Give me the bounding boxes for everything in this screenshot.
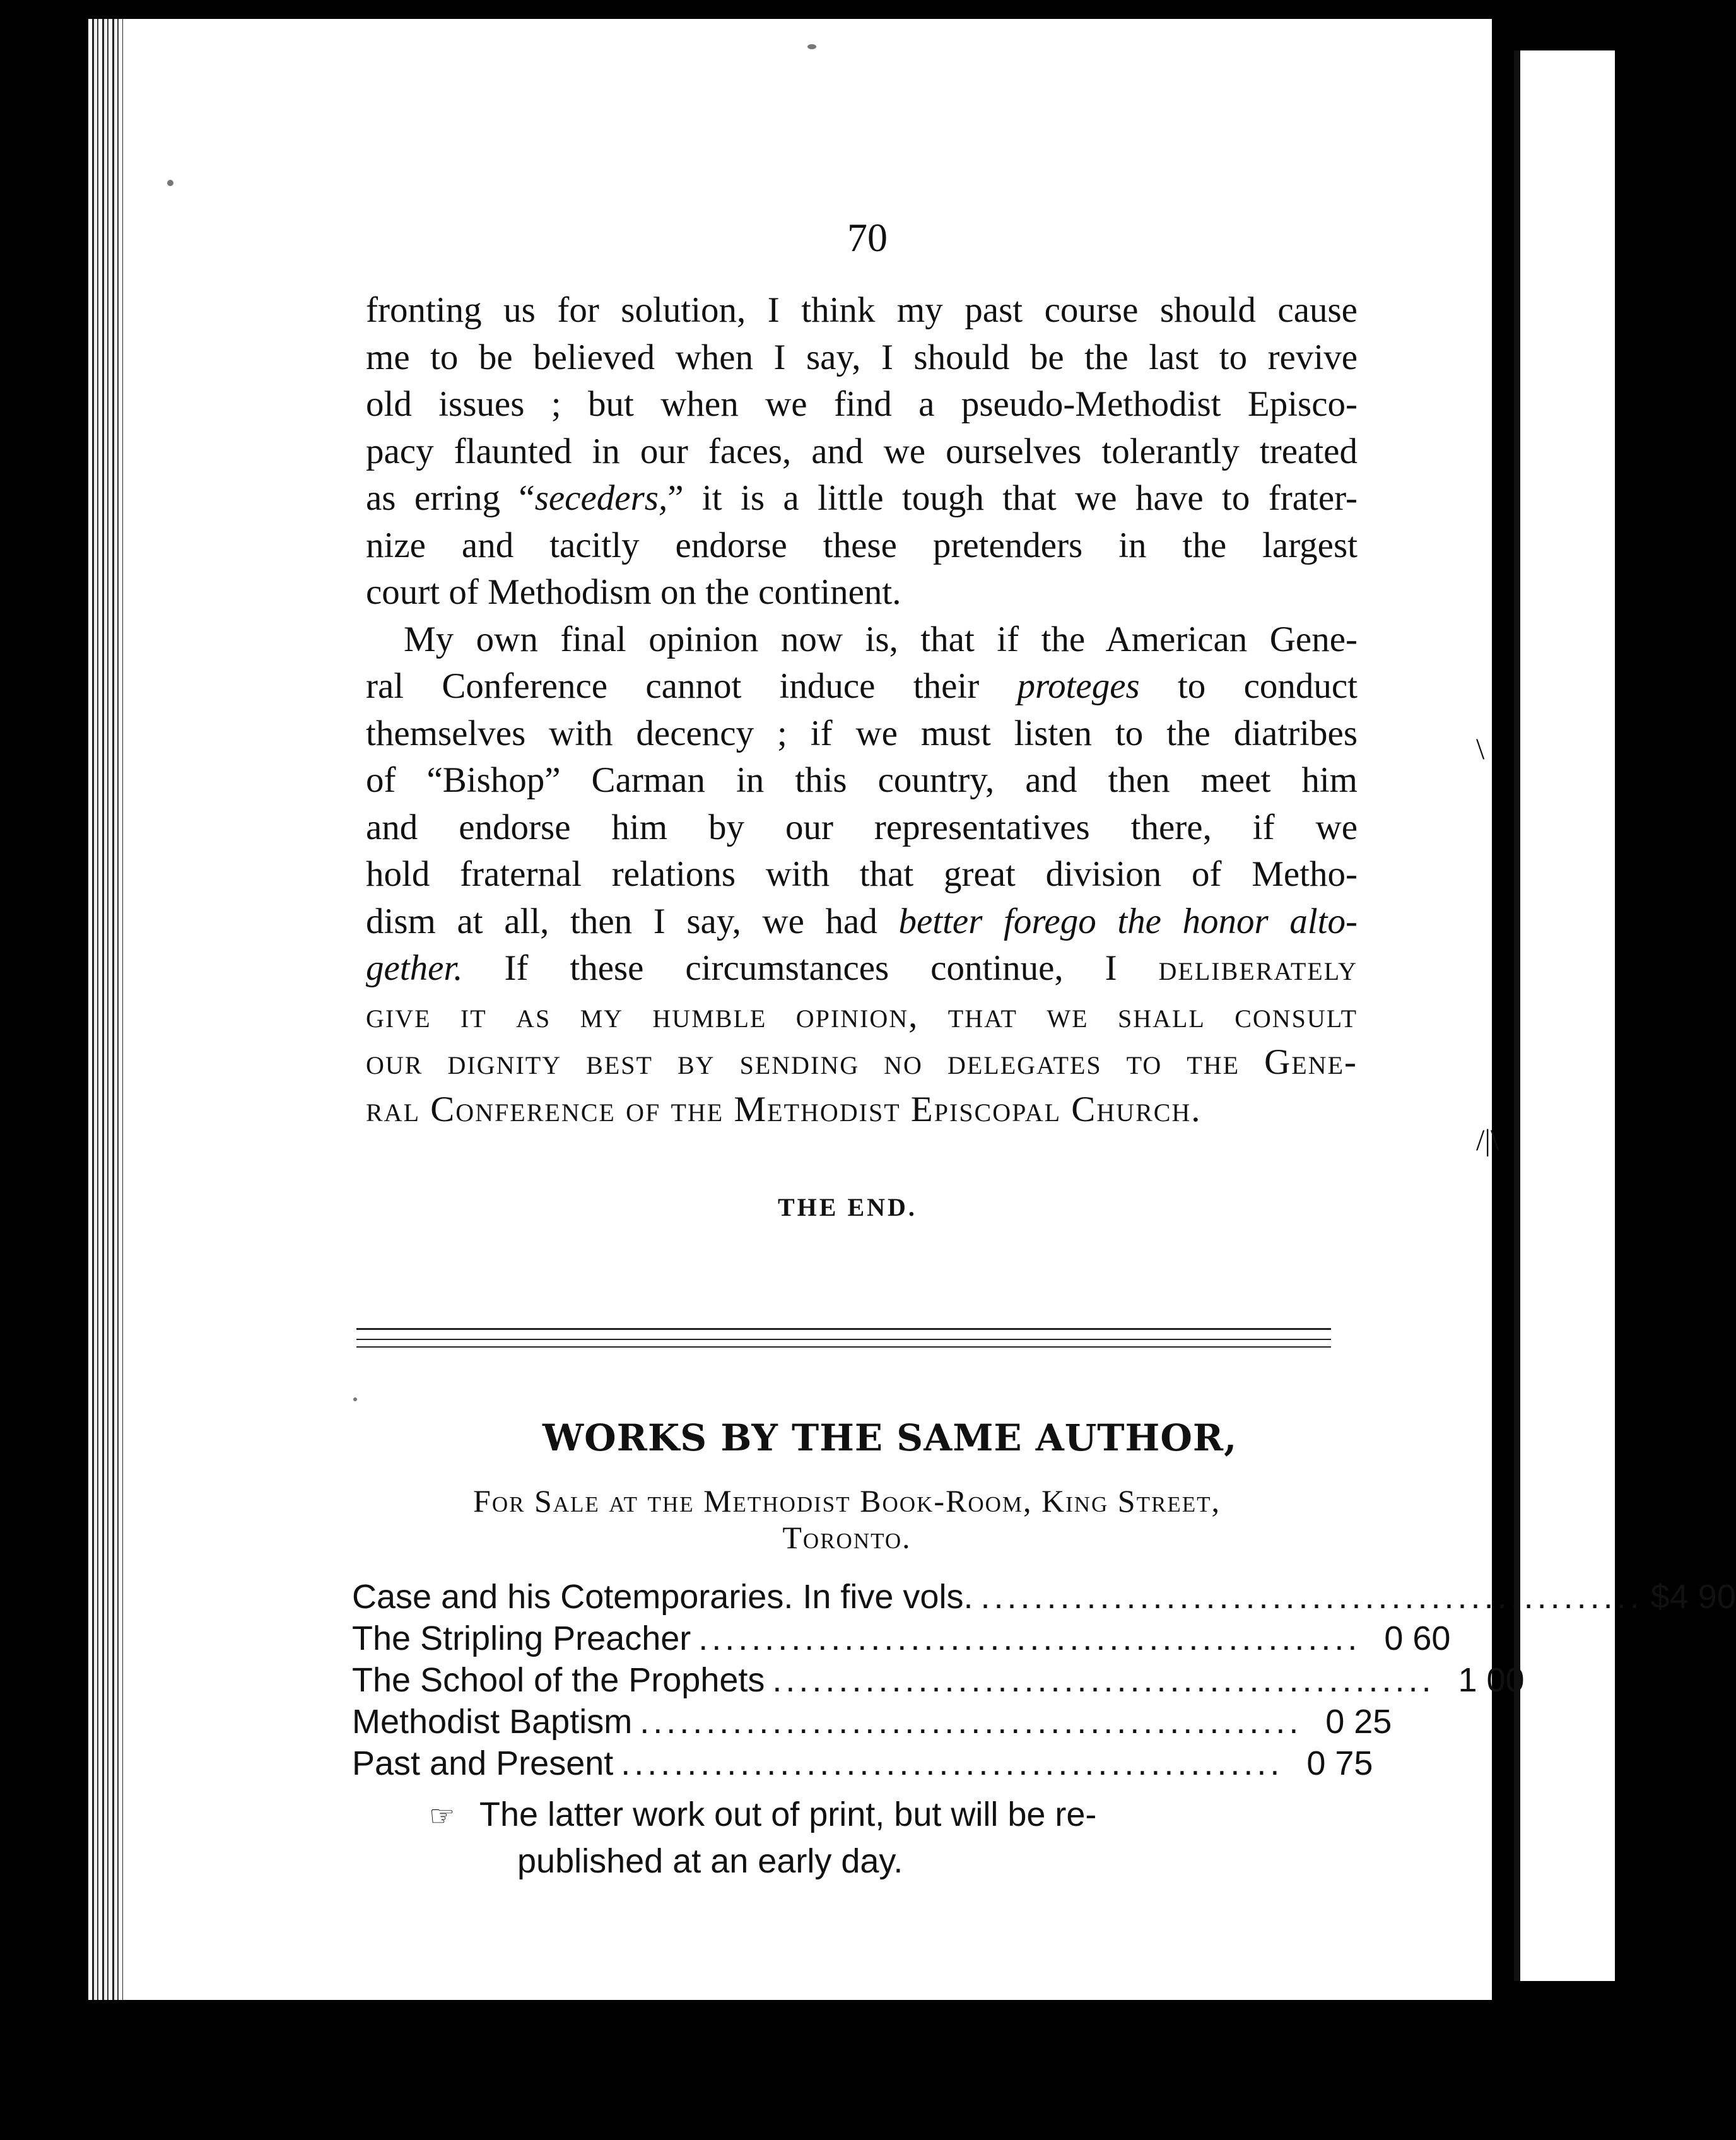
text-line: ral Conference of the Methodist Episcopal Church.	[366, 1089, 1202, 1129]
the-end: THE END.	[778, 1193, 917, 1221]
text-line: old issues ; but when we find a pseudo-Methodist Episco-	[366, 384, 1358, 424]
text-line: nize and tacitly endorse these pretenders in the largest	[366, 525, 1358, 565]
book-price: 1 00	[1458, 1661, 1525, 1699]
divider-rule	[356, 1328, 1331, 1330]
text-line: pacy flaunted in our faces, and we ourselves tolerantly treated	[366, 431, 1358, 471]
divider-rule	[356, 1339, 1331, 1340]
scan-speck	[353, 1397, 357, 1401]
list-item	[352, 1619, 1451, 1661]
paragraph-2	[366, 616, 1358, 1134]
note-line: published at an early day.	[517, 1842, 903, 1880]
emphasis-text: better forego the honor alto-	[898, 901, 1358, 941]
text-line: court of Methodism on the continent.	[366, 572, 901, 612]
list-item	[352, 1577, 1736, 1619]
list-item	[352, 1744, 1373, 1785]
book-title: Methodist Baptism	[352, 1703, 633, 1741]
divider-rule	[356, 1346, 1331, 1348]
book-title: Case and his Cotemporaries. In five vols.	[352, 1578, 973, 1616]
text-line: of “Bishop” Carman in this country, and then meet him	[366, 760, 1358, 800]
text-line: gether. If these circumstances continue, I deliberately	[366, 948, 1358, 988]
leader-dots: ..................................................	[640, 1703, 1303, 1741]
emphasis-text: gether.	[366, 948, 463, 988]
page-edges	[88, 19, 126, 2000]
body-text	[366, 287, 1358, 1133]
note-line: The latter work out of print, but will be re-	[479, 1796, 1097, 1833]
text-line: ral Conference cannot induce their proteges to conduct	[366, 666, 1358, 706]
list-item	[352, 1661, 1525, 1702]
book-price: 0 60	[1384, 1620, 1451, 1657]
book-price: 0 25	[1325, 1703, 1392, 1741]
paragraph-1	[366, 287, 1358, 616]
sale-line: Toronto.	[782, 1520, 912, 1555]
book-price: 0 75	[1306, 1744, 1373, 1782]
text-line: and endorse him by our representatives there, if we	[366, 807, 1358, 847]
text-line: hold fraternal relations with that great division of Metho-	[366, 854, 1358, 894]
leader-dots: ..................................................	[621, 1744, 1284, 1782]
leader-dots: ..................................................	[772, 1661, 1435, 1699]
leader-dots: ..................................................	[980, 1578, 1643, 1616]
scan-speck	[167, 180, 173, 186]
footnote	[429, 1792, 1236, 1884]
text-line: give it as my humble opinion, that we shall consult	[366, 995, 1358, 1035]
scan-speck	[807, 44, 816, 49]
emphasis-text: proteges	[1017, 666, 1140, 706]
leader-dots: ..................................................	[698, 1620, 1361, 1657]
book-price: $4 90	[1650, 1578, 1736, 1616]
sale-line: For Sale at the Methodist Book-Room, King Street,	[473, 1483, 1221, 1519]
scan-mark: \	[1476, 732, 1485, 766]
list-item	[352, 1702, 1392, 1744]
text-line: fronting us for solution, I think my past course should cause	[366, 290, 1358, 330]
page-number: 70	[847, 215, 888, 260]
pointing-hand-icon: ☞	[429, 1799, 455, 1832]
book-title: Past and Present	[352, 1744, 614, 1782]
facing-page-edge	[1514, 50, 1615, 1981]
works-heading: WORKS BY THE SAME AUTHOR,	[542, 1416, 1238, 1459]
book-title: The School of the Prophets	[352, 1661, 765, 1699]
emphasis-text: seceders,	[534, 478, 668, 518]
book-list	[352, 1577, 1736, 1785]
text-line: My own final opinion now is, that if the American Gene-	[404, 619, 1358, 659]
text-line: me to be believed when I say, I should be the last to revive	[366, 337, 1358, 377]
book-title: The Stripling Preacher	[352, 1620, 691, 1657]
sale-info	[356, 1483, 1337, 1556]
text-line: as erring “seceders,” it is a little tough that we have to frater-	[366, 478, 1358, 518]
scan-mark: /|\	[1476, 1124, 1499, 1157]
text-line: dism at all, then I say, we had better forego the honor alto-	[366, 901, 1358, 941]
text-line: themselves with decency ; if we must listen to the diatribes	[366, 713, 1358, 753]
text-line: our dignity best by sending no delegates to the Gene-	[366, 1042, 1358, 1082]
